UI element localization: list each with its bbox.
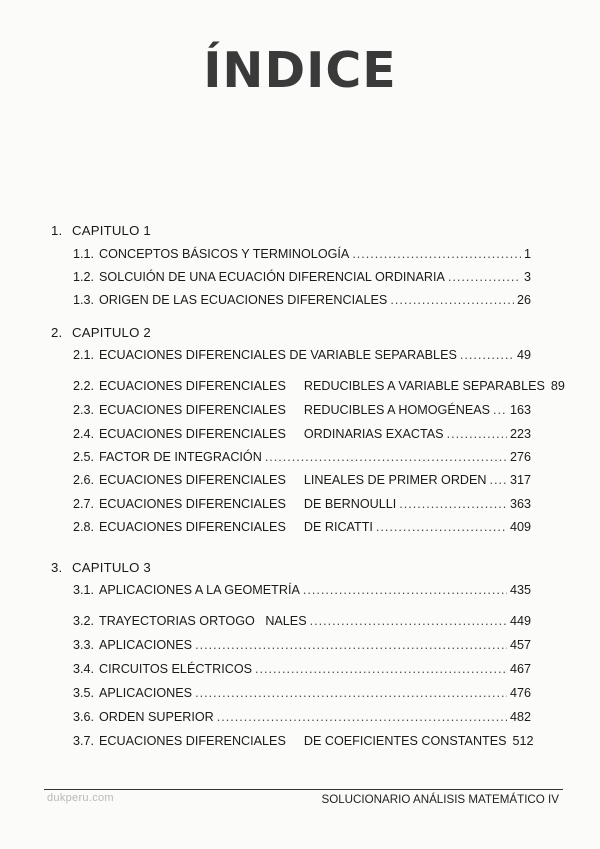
chapter-heading[interactable] bbox=[51, 223, 151, 238]
entry-page: 276 bbox=[509, 450, 531, 464]
footer-watermark: dukperu.com bbox=[47, 792, 114, 804]
toc-entry[interactable] bbox=[73, 348, 531, 362]
chapter-number: 3. bbox=[51, 560, 63, 575]
entry-page: 26 bbox=[516, 293, 531, 307]
entry-label: ECUACIONES DIFERENCIALES bbox=[99, 520, 286, 534]
entry-number: 2.8. bbox=[73, 520, 95, 534]
entry-number: 3.6. bbox=[73, 710, 95, 724]
entry-label: TRAYECTORIAS ORTOGO NALES bbox=[99, 614, 307, 628]
toc-entry[interactable] bbox=[73, 734, 534, 748]
chapter-label: CAPITULO 1 bbox=[72, 223, 151, 238]
chapter-label: CAPITULO 2 bbox=[72, 325, 151, 340]
toc-entry[interactable] bbox=[73, 638, 531, 652]
entry-number: 1.3. bbox=[73, 293, 95, 307]
toc-entry[interactable] bbox=[73, 379, 565, 393]
entry-number: 2.2. bbox=[73, 379, 95, 393]
entry-page: 49 bbox=[516, 348, 531, 362]
dot-leader bbox=[447, 427, 507, 441]
page-title: ÍNDICE bbox=[203, 42, 397, 99]
entry-page: 163 bbox=[509, 403, 531, 417]
footer-rule bbox=[44, 789, 563, 790]
dot-leader bbox=[217, 710, 507, 724]
entry-label: ORIGEN DE LAS ECUACIONES DIFERENCIALES bbox=[99, 293, 388, 307]
entry-page: 1 bbox=[523, 247, 531, 261]
entry-label-detail: DE BERNOULLI bbox=[303, 497, 397, 511]
entry-label: APLICACIONES bbox=[99, 638, 193, 652]
entry-label: FACTOR DE INTEGRACIÓN bbox=[99, 450, 262, 464]
chapter-number: 2. bbox=[51, 325, 63, 340]
dot-leader bbox=[303, 583, 507, 597]
entry-number: 3.5. bbox=[73, 686, 95, 700]
entry-page: 363 bbox=[509, 497, 531, 511]
entry-number: 2.1. bbox=[73, 348, 95, 362]
entry-number: 3.2. bbox=[73, 614, 95, 628]
toc-entry[interactable] bbox=[73, 710, 531, 724]
entry-page: 467 bbox=[509, 662, 531, 676]
entry-label: ECUACIONES DIFERENCIALES bbox=[99, 497, 286, 511]
entry-page: 457 bbox=[509, 638, 531, 652]
entry-label-detail: REDUCIBLES A HOMOGÉNEAS bbox=[303, 403, 491, 417]
entry-label: ECUACIONES DIFERENCIALES DE VARIABLE SEPARABLES bbox=[99, 348, 457, 362]
entry-label: ECUACIONES DIFERENCIALES bbox=[99, 379, 286, 393]
entry-page: 476 bbox=[509, 686, 531, 700]
dot-leader bbox=[490, 473, 507, 487]
entry-number: 2.5. bbox=[73, 450, 95, 464]
entry-page: 435 bbox=[509, 583, 531, 597]
toc-entry[interactable] bbox=[73, 497, 531, 511]
chapter-heading[interactable] bbox=[51, 560, 151, 575]
entry-number: 3.1. bbox=[73, 583, 95, 597]
dot-leader bbox=[255, 662, 507, 676]
entry-number: 2.4. bbox=[73, 427, 95, 441]
toc-entry[interactable] bbox=[73, 686, 531, 700]
toc-entry[interactable] bbox=[73, 450, 531, 464]
entry-label: APLICACIONES A LA GEOMETRÍA bbox=[99, 583, 300, 597]
entry-number: 3.3. bbox=[73, 638, 95, 652]
toc-entry[interactable] bbox=[73, 270, 531, 284]
entry-label: ECUACIONES DIFERENCIALES bbox=[99, 403, 286, 417]
dot-leader bbox=[195, 638, 507, 652]
entry-page: 409 bbox=[509, 520, 531, 534]
entry-page: 3 bbox=[523, 270, 531, 284]
chapter-heading[interactable] bbox=[51, 325, 151, 340]
dot-leader bbox=[352, 247, 521, 261]
toc-entry[interactable] bbox=[73, 427, 531, 441]
entry-label-detail: DE RICATTI bbox=[303, 520, 373, 534]
entry-label: ORDEN SUPERIOR bbox=[99, 710, 214, 724]
dot-leader bbox=[376, 520, 507, 534]
entry-number: 1.1. bbox=[73, 247, 95, 261]
entry-number: 2.3. bbox=[73, 403, 95, 417]
entry-label: SOLCUIÓN DE UNA ECUACIÓN DIFERENCIAL ORDINARIA bbox=[99, 270, 445, 284]
entry-page: 317 bbox=[509, 473, 531, 487]
chapter-number: 1. bbox=[51, 223, 63, 238]
dot-leader bbox=[399, 497, 507, 511]
entry-label-detail: REDUCIBLES A VARIABLE SEPARABLES bbox=[303, 379, 545, 393]
entry-page: 449 bbox=[509, 614, 531, 628]
toc-entry[interactable] bbox=[73, 662, 531, 676]
toc-entry[interactable] bbox=[73, 473, 531, 487]
entry-label: ECUACIONES DIFERENCIALES bbox=[99, 734, 286, 748]
dot-leader bbox=[390, 293, 514, 307]
entry-number: 3.7. bbox=[73, 734, 95, 748]
entry-page: 89 bbox=[550, 379, 565, 393]
toc-entry[interactable] bbox=[73, 247, 531, 261]
dot-leader bbox=[265, 450, 507, 464]
dot-leader bbox=[493, 403, 507, 417]
entry-label: ECUACIONES DIFERENCIALES bbox=[99, 473, 286, 487]
entry-label: CONCEPTOS BÁSICOS Y TERMINOLOGÍA bbox=[99, 247, 350, 261]
entry-page: 223 bbox=[509, 427, 531, 441]
footer-title: SOLUCIONARIO ANÁLISIS MATEMÁTICO IV bbox=[321, 793, 559, 806]
dot-leader bbox=[195, 686, 507, 700]
entry-label-detail: ORDINARIAS EXACTAS bbox=[303, 427, 444, 441]
dot-leader bbox=[310, 614, 507, 628]
toc-entry[interactable] bbox=[73, 520, 531, 534]
entry-label-detail: LINEALES DE PRIMER ORDEN bbox=[303, 473, 487, 487]
entry-label: CIRCUITOS ELÉCTRICOS bbox=[99, 662, 253, 676]
toc-entry[interactable] bbox=[73, 614, 531, 628]
dot-leader bbox=[448, 270, 521, 284]
entry-number: 2.6. bbox=[73, 473, 95, 487]
dot-leader bbox=[460, 348, 514, 362]
entry-label: APLICACIONES bbox=[99, 686, 193, 700]
chapter-label: CAPITULO 3 bbox=[72, 560, 151, 575]
toc-entry[interactable] bbox=[73, 583, 531, 597]
entry-label: ECUACIONES DIFERENCIALES bbox=[99, 427, 286, 441]
toc-entry[interactable] bbox=[73, 293, 531, 307]
entry-page: 512 bbox=[512, 734, 534, 748]
entry-number: 1.2. bbox=[73, 270, 95, 284]
entry-label-detail: DE COEFICIENTES CONSTANTES bbox=[303, 734, 507, 748]
toc-entry[interactable] bbox=[73, 403, 531, 417]
entry-number: 2.7. bbox=[73, 497, 95, 511]
entry-page: 482 bbox=[509, 710, 531, 724]
entry-number: 3.4. bbox=[73, 662, 95, 676]
